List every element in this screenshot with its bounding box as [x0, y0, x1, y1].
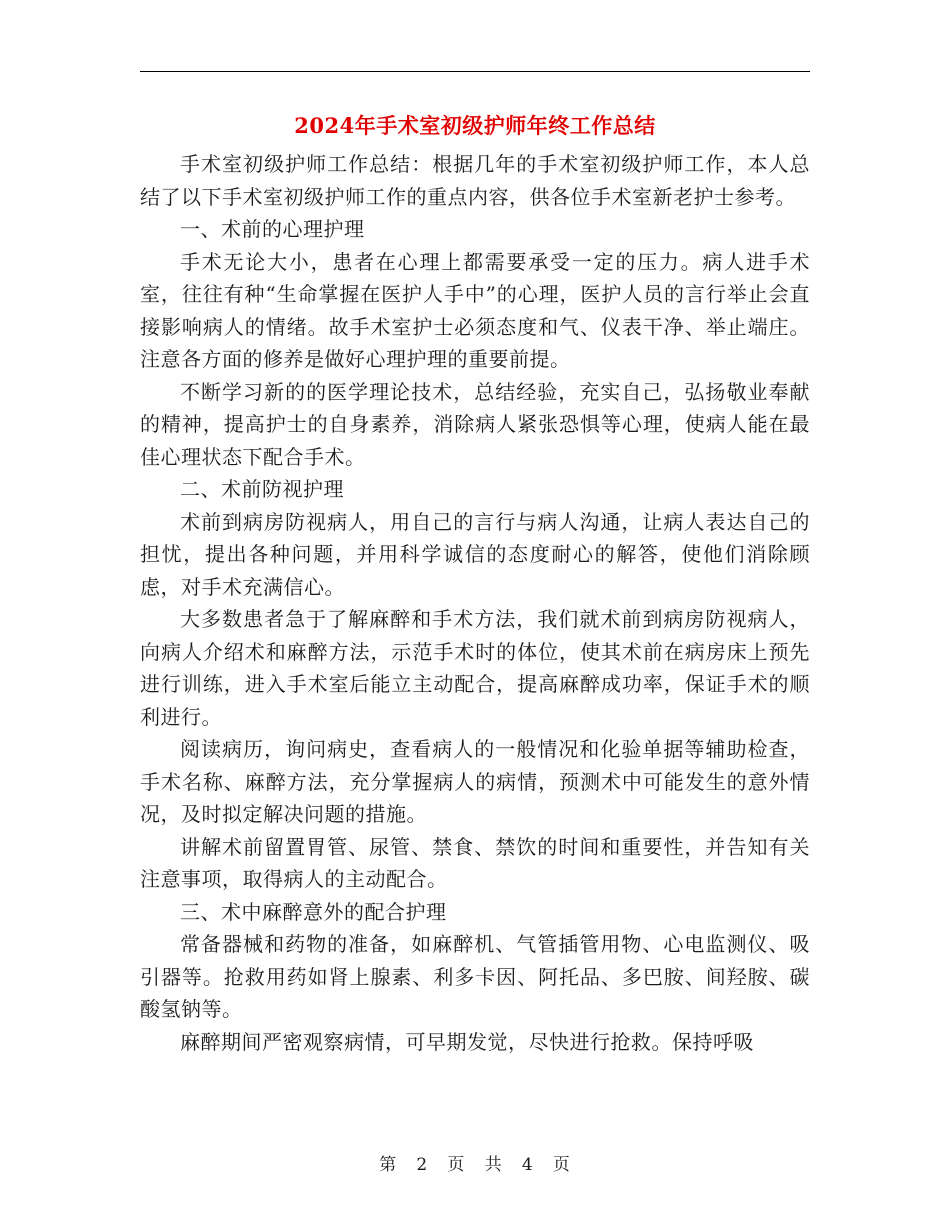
paragraph-3-1: 常备器械和药物的准备，如麻醉机、气管插管用物、心电监测仪、吸引器等。抢救用药如肾上腺素、利多卡因、阿托品、多巴胺、间羟胺、碳酸氢钠等。	[140, 932, 810, 1021]
paragraph-intro: 手术室初级护师工作总结：根据几年的手术室初级护师工作，本人总结了以下手术室初级护师工作的重点内容，供各位手术室新老护士参考。	[140, 152, 810, 209]
paragraph-2-4: 讲解术前留置胃管、尿管、禁食、禁饮的时间和重要性，并告知有关注意事项，取得病人的主动配合。	[140, 834, 810, 891]
paragraph-1-1: 手术无论大小，患者在心理上都需要承受一定的压力。病人进手术室，往往有种“生命掌握在医护人手中”的心理，医护人员的言行举止会直接影响病人的情绪。故手术室护士必须态度和气、仪表干净、举止端庄。注意各方面的修养是做好心理护理的重要前提。	[140, 249, 810, 371]
section-heading-3: 三、术中麻醉意外的配合护理	[180, 899, 447, 924]
paragraph-1-2: 不断学习新的的医学理论技术，总结经验，充实自己，弘扬敬业奉献的精神，提高护士的自身素养，消除病人紧张恐惧等心理，使病人能在最佳心理状态下配合手术。	[140, 379, 810, 469]
page-number-footer	[140, 1150, 810, 1180]
document-body	[140, 148, 810, 1058]
paragraph-2-3: 阅读病历，询问病史，查看病人的一般情况和化验单据等辅助检查，手术名称、麻醉方法，充分掌握病人的病情，预测术中可能发生的意外情况，及时拟定解决问题的措施。	[140, 737, 810, 826]
section-heading-2: 二、术前防视护理	[180, 477, 344, 501]
footer-current-page: 2	[416, 1155, 429, 1175]
paragraph-2-2: 大多数患者急于了解麻醉和手术方法，我们就术前到病房防视病人，向病人介绍术和麻醉方法，示范手术时的体位，使其术前在病房床上预先进行训练，进入手术室后能立主动配合，提高麻醉成功率，保证手术的顺利进行。	[140, 607, 810, 729]
footer-label-total: 共	[484, 1155, 503, 1175]
section-heading-1: 一、术前的心理护理	[180, 217, 365, 241]
paragraph-3-2: 麻醉期间严密观察病情，可早期发觉，尽快进行抢救。保持呼吸	[180, 1029, 754, 1054]
header-rule	[140, 71, 810, 72]
footer-label-prefix: 第	[379, 1155, 398, 1175]
footer-label-page: 页	[447, 1155, 466, 1175]
footer-label-suffix: 页	[552, 1155, 571, 1175]
document-title: 2024年手术室初级护师年终工作总结	[294, 113, 656, 138]
footer-total-pages: 4	[521, 1155, 534, 1175]
paragraph-2-1: 术前到病房防视病人，用自己的言行与病人沟通，让病人表达自己的担忧，提出各种问题，并用科学诚信的态度耐心的解答，使他们消除顾虑，对手术充满信心。	[140, 509, 810, 599]
